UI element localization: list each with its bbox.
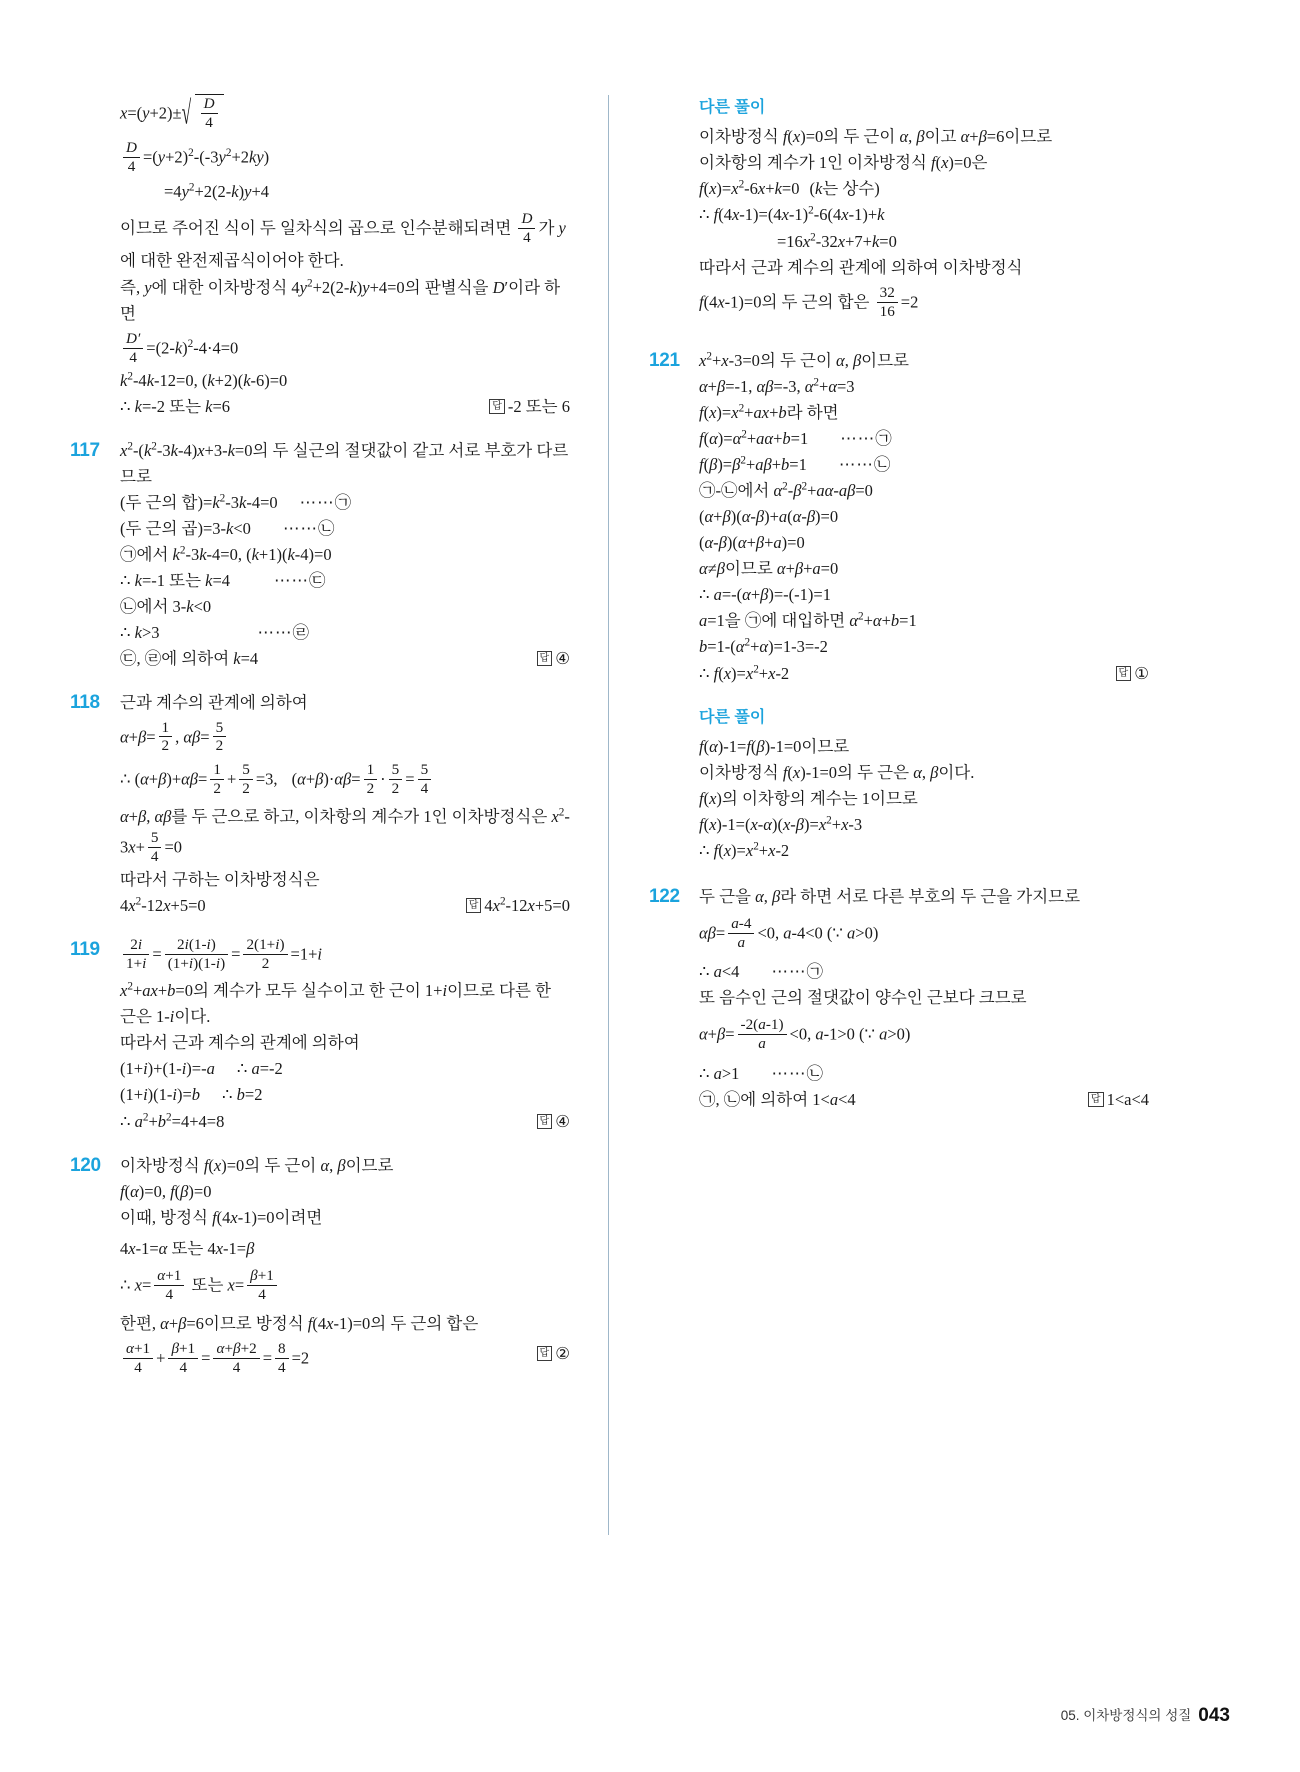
page-footer	[1061, 1704, 1230, 1727]
footer-chapter: 05. 이차방정식의 성질	[1060, 1708, 1192, 1723]
solution-item-119	[70, 937, 570, 1135]
answer-icon: 답	[489, 399, 505, 414]
item-body-122: 두 근을 α, β라 하면 서로 다른 부호의 두 근을 가지므로 αβ= $\frac{a-4}{a}$ <0, a-4<0 (∵ a>0) ∴ a<4 ⋯⋯㉠ 또 음수인 근의 절댓값이 양수인 근보다 크므로 α+β= $\frac{-2(a-1)}{a}$ <0, a-1>0 (∵ a>0) ∴ a>1 ⋯⋯㉡ 답 1<a<4 ㉠, ㉡에 의하여 1<a<4	[699, 884, 1149, 1113]
item-number-119: 119	[70, 939, 100, 961]
answer-tag-117	[537, 646, 570, 672]
answer-tag	[489, 394, 570, 420]
alt-solution-body-121: 다른 풀이 f(α)-1=f(β)-1=0이므로 이차방정식 f(x)-1=0의 두 근은 α, β이다. f(x)의 이차항의 계수는 1이므로 $f(x)-1=(x-\alpha)(x-\beta)=x^2+x-3$ ∴ $f(x)=x^2+x-2$	[699, 705, 1149, 865]
right-column	[637, 95, 1149, 1535]
item-number-118: 118	[70, 692, 100, 714]
alt-solution-heading-2: 다른 풀이	[699, 708, 766, 726]
answer-icon: 답	[1116, 666, 1132, 681]
answer-icon: 답	[537, 651, 553, 666]
alt-solution-121	[649, 705, 1149, 865]
answer-value-121: ①	[1134, 663, 1149, 683]
item-body-118: 근과 계수의 관계에 의하여 α+β= $\frac{1}{2}$ , αβ= $\frac{5}{2}$ ∴ (α+β)+αβ= $\frac{1}{2}$ + $\frac{5}{2}$ =3, (α+β)·αβ= $\frac{1}{2}$ · $\frac{5}{2}$ = $\frac{5}{4}$ α+β, αβ를 두 근으로 하고, 이차항의 계수가 1인 이차방정식은 $x^2-3x+$ $\frac{5}{4}$ =0 따라서 구하는 이차방정식은 답 $4x^2-12x+5=0$ $4x^2-12x+5=0$	[120, 690, 570, 919]
alt-solution-heading: 다른 풀이	[699, 99, 766, 116]
answer-value-117: ④	[555, 649, 570, 669]
solution-item-120	[70, 1153, 570, 1379]
item-number-blank2	[649, 705, 699, 707]
solution-item-117	[70, 438, 570, 673]
column-divider	[608, 95, 609, 1535]
answer-tag-119	[537, 1109, 570, 1135]
two-column-layout	[70, 95, 1230, 1535]
solution-item-122	[649, 884, 1149, 1113]
answer-icon: 답	[537, 1114, 553, 1129]
answer-value-120: ②	[555, 1344, 570, 1363]
item-body-120: 이차방정식 f(x)=0의 두 근이 α, β이므로 f(α)=0, f(β)=0 이때, 방정식 f(4x-1)=0이려면 4x-1=α 또는 4x-1=β ∴ x= $\frac{\alpha+1}{4}$ 또는 x= $\frac{\beta+1}{4}$ 한편, α+β=6이므로 방정식 f(4x-1)=0의 두 근의 합은 답 ② $\frac{\alpha+1}{4}$ + $\frac{\beta+1}{4}$ = $\frac{\alpha+\beta+2}{4}$ = $\frac{8}{4}$ =2	[120, 1155, 570, 1376]
item-body-121: $x^2+x-3=0$의 두 근이 α, β이므로 α+β=-1, αβ=-3, $\alpha^2+\alpha=3$ $f(x)=x^2+ax+b$라 하면 $f(\alpha)=\alpha^2+a\alpha+b=1$ ⋯⋯㉠ $f(\beta)=\beta^2+a\beta+b=1$ ⋯⋯㉡ ㉠-㉡에서 $\alpha^2-\beta^2+a\alpha-a\beta=0$ (α+β)(α-β)+a(α-β)=0 (α-β)(α+β+a)=0 α≠β이므로 α+β+a=0 ∴ a=-(α+β)=-(-1)=1 a=1을 ㉠에 대입하면 $\alpha^2+\alpha+b=1$ $b=1-(\alpha^2+\alpha)=1-3=-2$ 답 ① ∴ $f(x)=x^2+x-2$	[699, 348, 1149, 687]
item-body-119: $\frac{2i}{1+i}$ = $\frac{2i(1-i)}{(1+i)(1-i)}$ = $\frac{2(1+i)}{2}$ =1+i $x^2+ax+b=0$의 계수가 모두 실수이고 한 근이 1+i이므로 다른 한 근은 1-i이다. 따라서 근과 계수의 관계에 의하여 (1+i)+(1-i)=-a ∴ a=-2 (1+i)(1-i)=b ∴ b=2 답 ④ ∴ $a^2+b^2=4+4=8$	[120, 937, 570, 1135]
left-column	[70, 95, 590, 1535]
item-body-117: $x^2-(k^2-3k-4)x+3-k=0$의 두 실근의 절댓값이 같고 서로 부호가 다르므로 (두 근의 합)$=k^2-3k-4=0$ ⋯⋯㉠ (두 근의 곱)=3-k<0 ⋯⋯㉡ ㉠에서 $k^2-3k-4=0$, (k+1)(k-4)=0 ∴ k=-1 또는 k=4 ⋯⋯㉢ ㉡에서 3-k<0 ∴ k>3 ⋯⋯㉣ 답 ④ ㉢, ㉣에 의하여 k=4	[120, 438, 570, 673]
answer-tag-122	[1088, 1087, 1149, 1113]
answer-value: -2 또는 6	[507, 396, 570, 416]
answer-icon: 답	[1088, 1092, 1104, 1107]
answer-icon: 답	[537, 1346, 553, 1361]
alt-solution-body-120: 다른 풀이 이차방정식 f(x)=0의 두 근이 α, β이고 α+β=6이므로 이차항의 계수가 1인 이차방정식 f(x)=0은 $f(x)=x^2-6x+k=0$ (k는 상수) ∴ $f(4x-1)=(4x-1)^2-6(4x-1)+k$ $=16x^2-32x+7+k=0$ 따라서 근과 계수의 관계에 의하여 이차방정식 f(4x-1)=0의 두 근의 합은 $\frac{32}{16}$ =2	[699, 95, 1149, 322]
footer-page-number: 043	[1198, 1705, 1230, 1726]
answer-icon: 답	[466, 898, 482, 913]
item-number-117: 117	[70, 439, 100, 461]
item-body: x=(y+2)± √ $\frac{D}{4}$ $\frac{D}{4}$ $=(y+2)^2-(-3y^2+2ky)$ $=4y^2+2(2-k)y+4$ 이므로 주어진 식이 두 일차식의 곱으로 인수분해되려면 $\frac{D}{4}$ 가 y에 대한 완전제곱식이어야 한다. 즉, y에 대한 이차방정식 $4y^2+2(2-k)y+4=0$의 판별식을 D′이라 하면 $\frac{D'}{4}$ $=(2-k)^2-4\cdot 4=0$ $k^2-4k-12=0$, (k+2)(k-6)=0 답 -2 또는 6 ∴ k=-2 또는 k=6	[120, 95, 570, 420]
answer-tag-120	[537, 1341, 570, 1367]
solution-item-continued	[70, 95, 570, 420]
answer-value-119: ④	[555, 1111, 570, 1131]
answer-tag-118	[466, 893, 570, 919]
item-number	[70, 95, 120, 97]
solution-item-118	[70, 690, 570, 919]
item-number-120: 120	[70, 1154, 101, 1176]
solution-item-121	[649, 348, 1149, 687]
answer-value-122: 1<a<4	[1106, 1089, 1149, 1109]
answer-value-118: $4x^2-12x+5=0$	[484, 895, 570, 915]
answer-tag-121	[1116, 661, 1149, 687]
alt-solution-120	[649, 95, 1149, 322]
item-number-blank	[649, 95, 699, 97]
item-number-122: 122	[649, 886, 680, 908]
item-number-121: 121	[649, 349, 680, 371]
